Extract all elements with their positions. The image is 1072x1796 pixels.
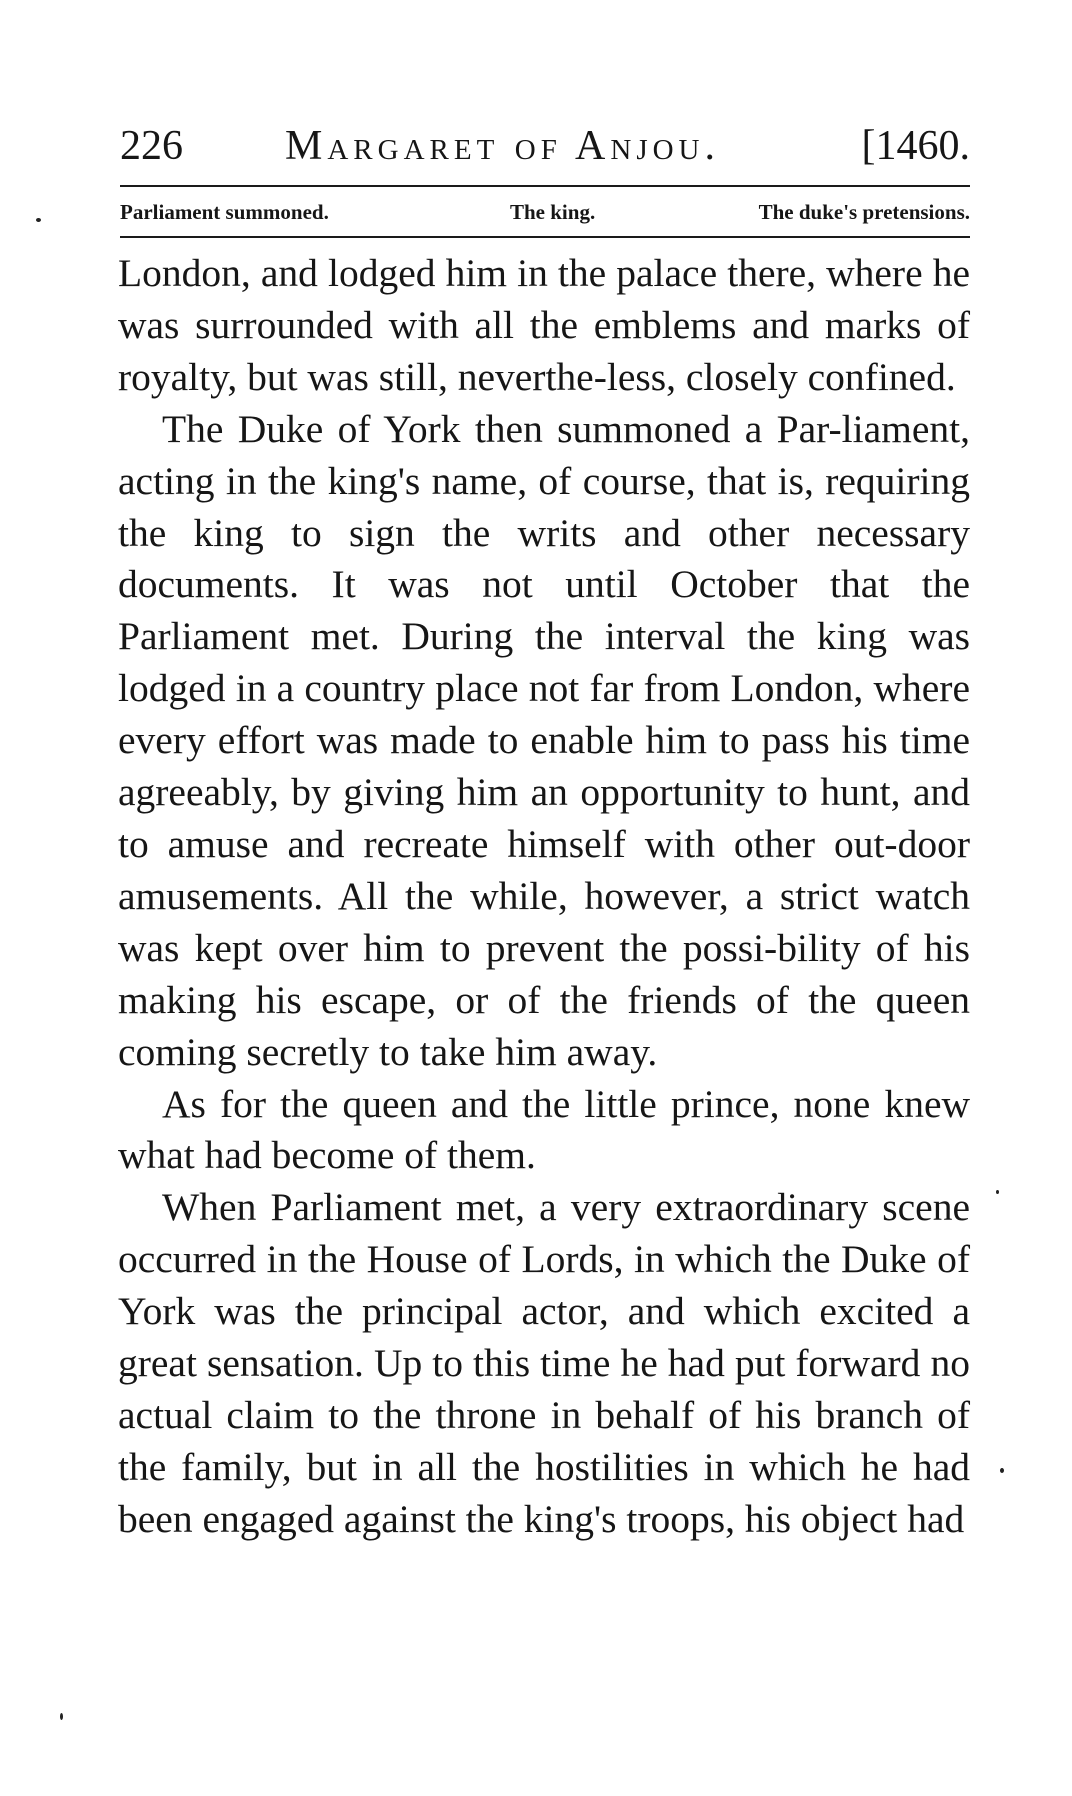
paragraph: When Parliament met, a very extraordinary scene occurred in the House of Lords, in which the Duke of York was the principal actor, and which excited a great sensation. Up to this time he had put forward no actual claim to the throne in behalf of his branch of the family, but in all the hostilities in which he had been engaged against the king's troops, his object had [118, 1185, 970, 1541]
print-speck [60, 1713, 63, 1720]
sidenotes [120, 191, 970, 233]
paragraph: The Duke of York then summoned a Par-liament, acting in the king's name, of course, that is, requiring the king to sign the writs and other necessary documents. It was not until October that the Parliament met. During the interval the king was lodged in a country place not far from London, where every effort was made to enable him to pass his time agreeably, by giving him an opportunity to hunt, and to amuse and recreate himself with other out-door amusements. All the while, however, a strict watch was kept over him to prevent the possi-bility of his making his escape, or of the friends of the queen coming secretly to take him away. [118, 406, 970, 1074]
year-marker: [1460. [861, 123, 970, 169]
header-rule-bottom [120, 236, 970, 238]
book-title: Margaret of Anjou. [285, 123, 720, 169]
body-text [118, 248, 970, 1546]
running-head [120, 116, 970, 176]
sidenote-parliament: Parliament summoned. [120, 200, 329, 224]
sidenote-king: The king. [510, 200, 596, 224]
page-number: 226 [120, 123, 183, 169]
paragraph: London, and lodged him in the palace there, where he was surrounded with all the emblems and marks of royalty, but was still, neverthe-less, closely confined. [118, 251, 970, 399]
paragraph: As for the queen and the little prince, none knew what had become of them. [118, 1081, 970, 1178]
print-speck [36, 218, 41, 222]
header-rule-top [120, 185, 970, 187]
print-speck [1000, 1468, 1004, 1473]
sidenote-duke: The duke's pretensions. [758, 200, 970, 224]
print-speck [996, 1190, 999, 1194]
